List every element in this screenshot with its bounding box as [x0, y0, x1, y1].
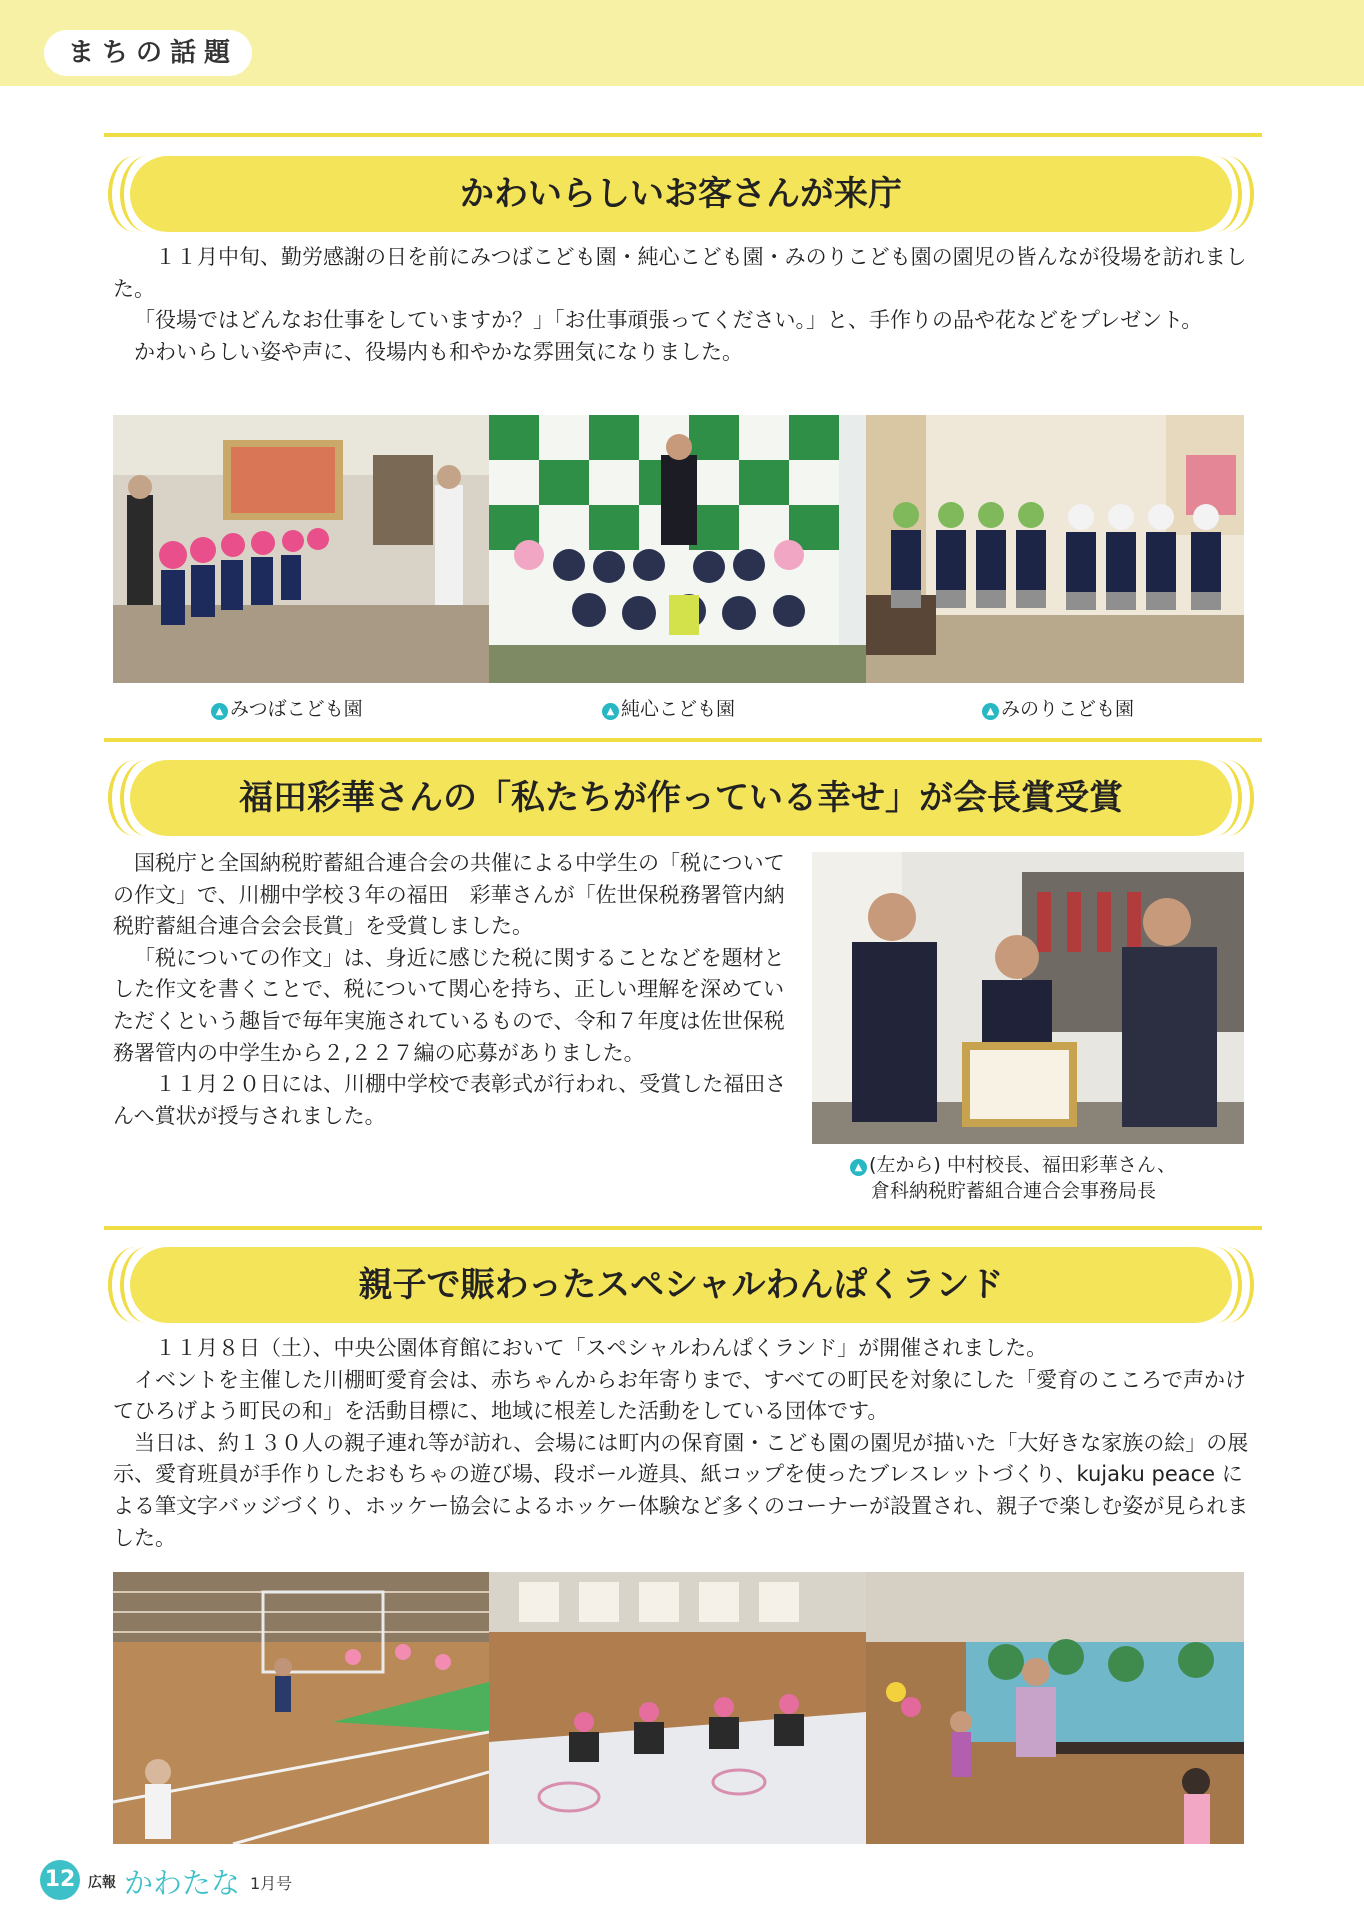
photo-junshin-group: [489, 415, 866, 683]
article-title-banner: [108, 156, 1254, 232]
paragraph: １１月２０日には、川棚中学校で表彰式が行われ、受賞した福田さんへ賞状が授与されました。: [113, 1072, 787, 1128]
article-title: かわいらしいお客さんが来庁: [130, 156, 1232, 232]
paragraph: かわいらしい姿や声に、役場内も和やかな雰囲気になりました。: [134, 339, 743, 364]
article-body: [113, 242, 1249, 368]
photo-gym-hockey: [113, 1572, 489, 1844]
page-number: 12: [40, 1860, 80, 1900]
photo-caption: ▲ みのりこども園: [982, 694, 1134, 721]
article-body: [113, 1333, 1249, 1554]
divider-rule: [104, 1226, 1262, 1230]
photo-caption: ▲ みつばこども園: [211, 694, 363, 721]
photo-minori-line: [866, 415, 1244, 683]
section-label: まちの話題: [44, 30, 252, 76]
paragraph: １１月中旬、勤労感謝の日を前にみつばこども園・純心こども園・みのりこども園の園児の皆んなが役場を訪れました。: [113, 245, 1247, 301]
paragraph: 国税庁と全国納税貯蓄組合連合会の共催による中学生の「税についての作文」で、川棚中学校３年の福田 彩華さんが「佐世保税務署管内納税貯蓄組合連合会会長賞」を受賞しました。: [113, 851, 785, 939]
triangle-up-icon: ▲: [982, 703, 999, 720]
photo-mitsuba-visit: [113, 415, 489, 683]
paragraph: １１月８日（土）、中央公園体育館において「スペシャルわんぱくランド」が開催されました。: [155, 1336, 1048, 1360]
paragraph: 「役場ではどんなお仕事をしていますか？」「お仕事頑張ってください。」と、手作りの品や花などをプレゼント。: [134, 308, 1203, 333]
article-title-banner: [108, 760, 1254, 836]
paragraph: 当日は、約１３０人の親子連れ等が訪れ、会場には町内の保育園・こども園の園児が描いた「大好きな家族の絵」の展示、愛育班員が手作りしたおもちゃの遊び場、段ボール遊具、紙コップを使ったブレスレットづくり、kujaku peace による筆文字バッジづくり、ホッケー協会によるホッケー体験など多くのコーナーが設置され、親子で楽しむ姿が見られました。: [113, 1430, 1249, 1550]
triangle-up-icon: ▲: [602, 703, 619, 720]
issue-label: 1月号: [250, 1874, 293, 1893]
article-title-banner: [108, 1247, 1254, 1323]
article-body: [113, 848, 798, 1132]
photo-award-ceremony: [812, 852, 1244, 1144]
article-title: 親子で賑わったスペシャルわんぱくランド: [130, 1247, 1232, 1323]
publication-logo: かわたな: [124, 1866, 241, 1900]
divider-rule: [104, 738, 1262, 742]
divider-rule: [104, 133, 1262, 137]
article-title: 福田彩華さんの「私たちが作っている幸せ」が会長賞受賞: [130, 760, 1232, 836]
paragraph: イベントを主催した川棚町愛育会は、赤ちゃんからお年寄りまで、すべての町民を対象にした「愛育のこころで声かけてひろげよう町民の和」を活動目標に、地域に根差した活動をしている団体です。: [113, 1367, 1246, 1424]
photo-caption: ▲ 純心こども園: [602, 694, 735, 721]
triangle-up-icon: ▲: [850, 1159, 867, 1176]
photo-gym-games: [489, 1572, 866, 1844]
photo-gym-booths: [866, 1572, 1244, 1844]
triangle-up-icon: ▲: [211, 703, 228, 720]
photo-caption: ▲ (左から) 中村校長、福田彩華さん、 倉科納税貯蓄組合連合会事務局長: [850, 1152, 1176, 1204]
footer-label: 広報: [88, 1875, 116, 1891]
paragraph: 「税についての作文」は、身近に感じた税に関することなどを題材とした作文を書くことで、税について関心を持ち、正しい理解を深めていただくという趣旨で毎年実施されているもので、令和７年度は佐世保税務署管内の中学生から２,２２７編の応募がありました。: [113, 945, 785, 1065]
